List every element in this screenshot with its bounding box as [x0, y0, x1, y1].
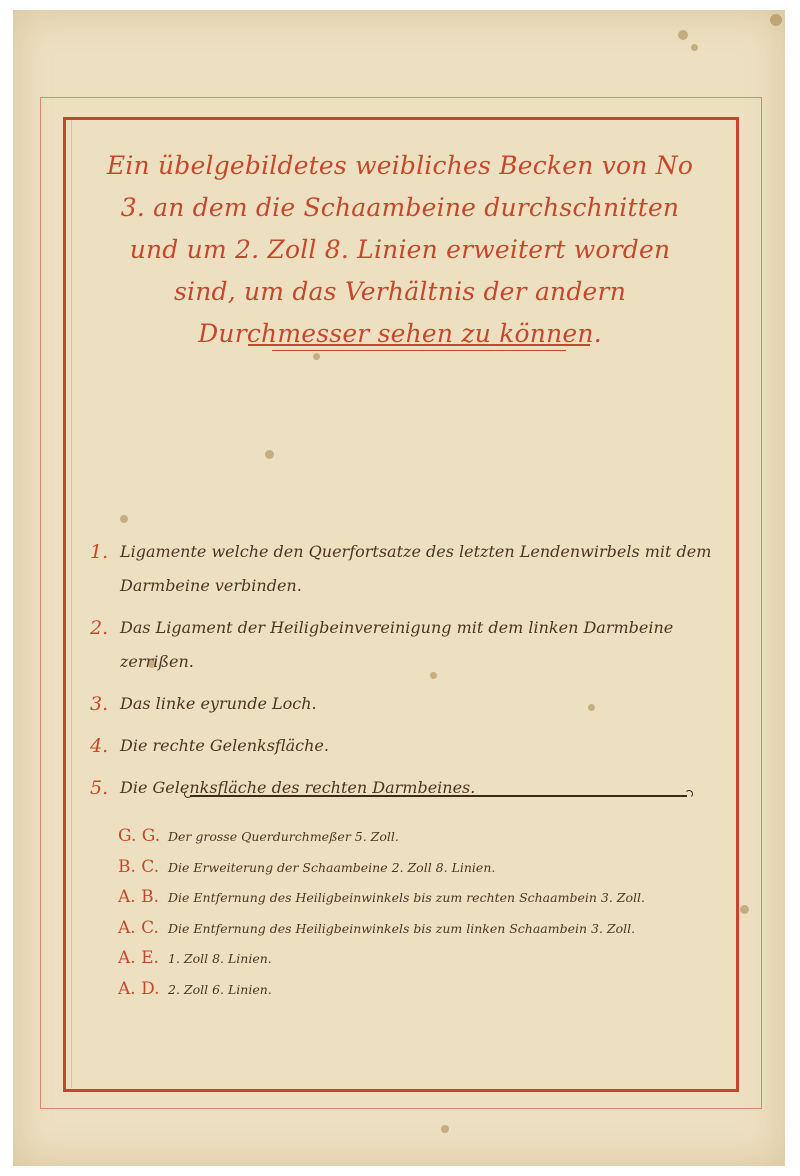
measurement-label: B. C. [118, 856, 160, 877]
title-underline-thin [272, 350, 566, 351]
legend-number: 1. [90, 541, 109, 563]
measurements-list [118, 826, 728, 1009]
measurement-text: 2. Zoll 6. Linien. [168, 981, 272, 997]
title-underline [248, 344, 590, 346]
legend-item [90, 611, 720, 679]
margin-guide-line [71, 120, 72, 1088]
legend-number: 5. [90, 777, 109, 799]
measurement-row [118, 857, 728, 888]
legend-text: Das linke eyrunde Loch. [120, 694, 317, 713]
legend-item [90, 771, 720, 805]
measurement-label: A. E. [118, 948, 159, 968]
divider-flourish-right [685, 790, 693, 798]
measurement-row [118, 826, 728, 857]
page-title: Ein übelgebildetes weibliches Becken von No 3. an dem die Schaambeine durchschnitten und um 2. Zoll 8. Linien erweitert worden sind, um das Verhältnis der andern Durchmesser sehen zu können. [106, 151, 694, 348]
measurement-row [118, 918, 728, 949]
measurement-text: Der grosse Querdurchmeßer 5. Zoll. [168, 829, 399, 844]
legend-number: 2. [90, 617, 109, 639]
legend-list [90, 535, 720, 813]
measurement-text: Die Entfernung des Heiligbeinwinkels bis zum rechten Schaambein 3. Zoll. [168, 890, 645, 905]
foxing-spot [691, 44, 698, 51]
measurement-label: G. G. [118, 826, 161, 846]
legend-item [90, 687, 720, 721]
measurement-row [118, 979, 728, 1010]
legend-number: 3. [90, 693, 109, 715]
legend-text: Ligamente welche den Querfortsatze des letzten Lendenwirbels mit dem Darmbeine verbinden. [120, 542, 712, 595]
measurement-row [118, 948, 728, 979]
measurement-text: Die Entfernung des Heiligbeinwinkels bis zum linken Schaambein 3. Zoll. [168, 920, 636, 936]
legend-item [90, 729, 720, 763]
measurement-label: A. B. [118, 887, 159, 907]
measurement-row [118, 887, 728, 918]
measurement-text: 1. Zoll 8. Linien. [168, 951, 272, 966]
legend-item [90, 535, 720, 603]
legend-text: Die rechte Gelenksfläche. [120, 736, 329, 755]
foxing-spot [441, 1125, 449, 1133]
foxing-spot [770, 14, 782, 26]
legend-text: Das Ligament der Heiligbeinvereinigung mit dem linken Darmbeine zerrißen. [120, 618, 674, 671]
measurement-label: A. C. [118, 917, 159, 938]
divider-flourish-left [184, 790, 192, 798]
legend-number: 4. [90, 735, 109, 757]
legend-text: Die Gelenksfläche des rechten Darmbeines. [120, 778, 476, 797]
foxing-spot [678, 30, 688, 40]
measurement-label: A. D. [118, 978, 160, 999]
measurement-text: Die Erweiterung der Schaambeine 2. Zoll 8. Linien. [168, 859, 496, 875]
section-divider [190, 795, 687, 797]
